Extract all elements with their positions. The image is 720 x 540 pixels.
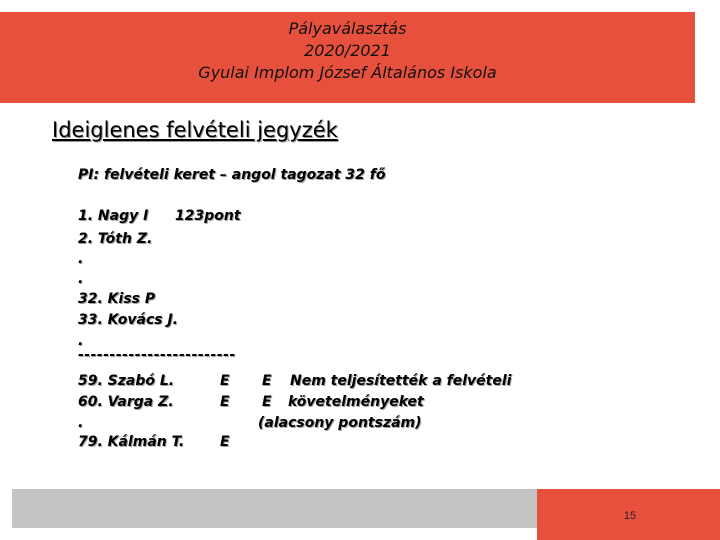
list-item-60-mark-2: E	[262, 394, 272, 410]
list-item-32-name: 32. Kiss P	[78, 291, 156, 307]
list-item-60-name: 60. Varga Z.	[78, 394, 174, 410]
list-item-1-score: 123pont	[175, 208, 241, 224]
list-item-1-name: 1. Nagy I	[78, 208, 149, 224]
list-item-79-mark-1: E	[220, 434, 230, 450]
header-banner	[0, 12, 696, 103]
list-item-79-name: 79. Kálmán T.	[78, 434, 185, 450]
list-item-33-name: 33. Kovács J.	[78, 312, 178, 328]
quota-text: PI: felvételi keret – angol tagozat 32 fő	[78, 167, 386, 183]
note-line-2: követelményeket	[288, 394, 424, 410]
ellipsis-dot-3: .	[78, 333, 84, 349]
page-number: 15	[623, 510, 637, 522]
header-line-3: Gyulai Implom József Általános Iskola	[198, 63, 497, 82]
ellipsis-dot-4: .	[78, 415, 84, 431]
note-line-3: (alacsony pontszám)	[258, 415, 422, 431]
list-item-59-mark-1: E	[220, 373, 230, 389]
header-line-1: Pályaválasztás	[288, 19, 407, 38]
page-title: Ideiglenes felvételi jegyzék	[52, 118, 338, 142]
header-line-2: 2020/2021	[304, 41, 391, 60]
list-item-2-name: 2. Tóth Z.	[78, 231, 153, 247]
header-side-strip	[695, 12, 720, 103]
list-item-60-mark-1: E	[220, 394, 230, 410]
list-item-59-mark-2: E	[262, 373, 272, 389]
ellipsis-dot-2: .	[78, 271, 84, 287]
ellipsis-dot-1: .	[78, 251, 84, 267]
header-title-block	[0, 18, 695, 84]
footer-grey-bar	[12, 489, 537, 528]
note-line-1: Nem teljesítették a felvételi	[290, 373, 512, 389]
list-item-59-name: 59. Szabó L.	[78, 373, 175, 389]
separator-line: -------------------------	[78, 347, 236, 363]
